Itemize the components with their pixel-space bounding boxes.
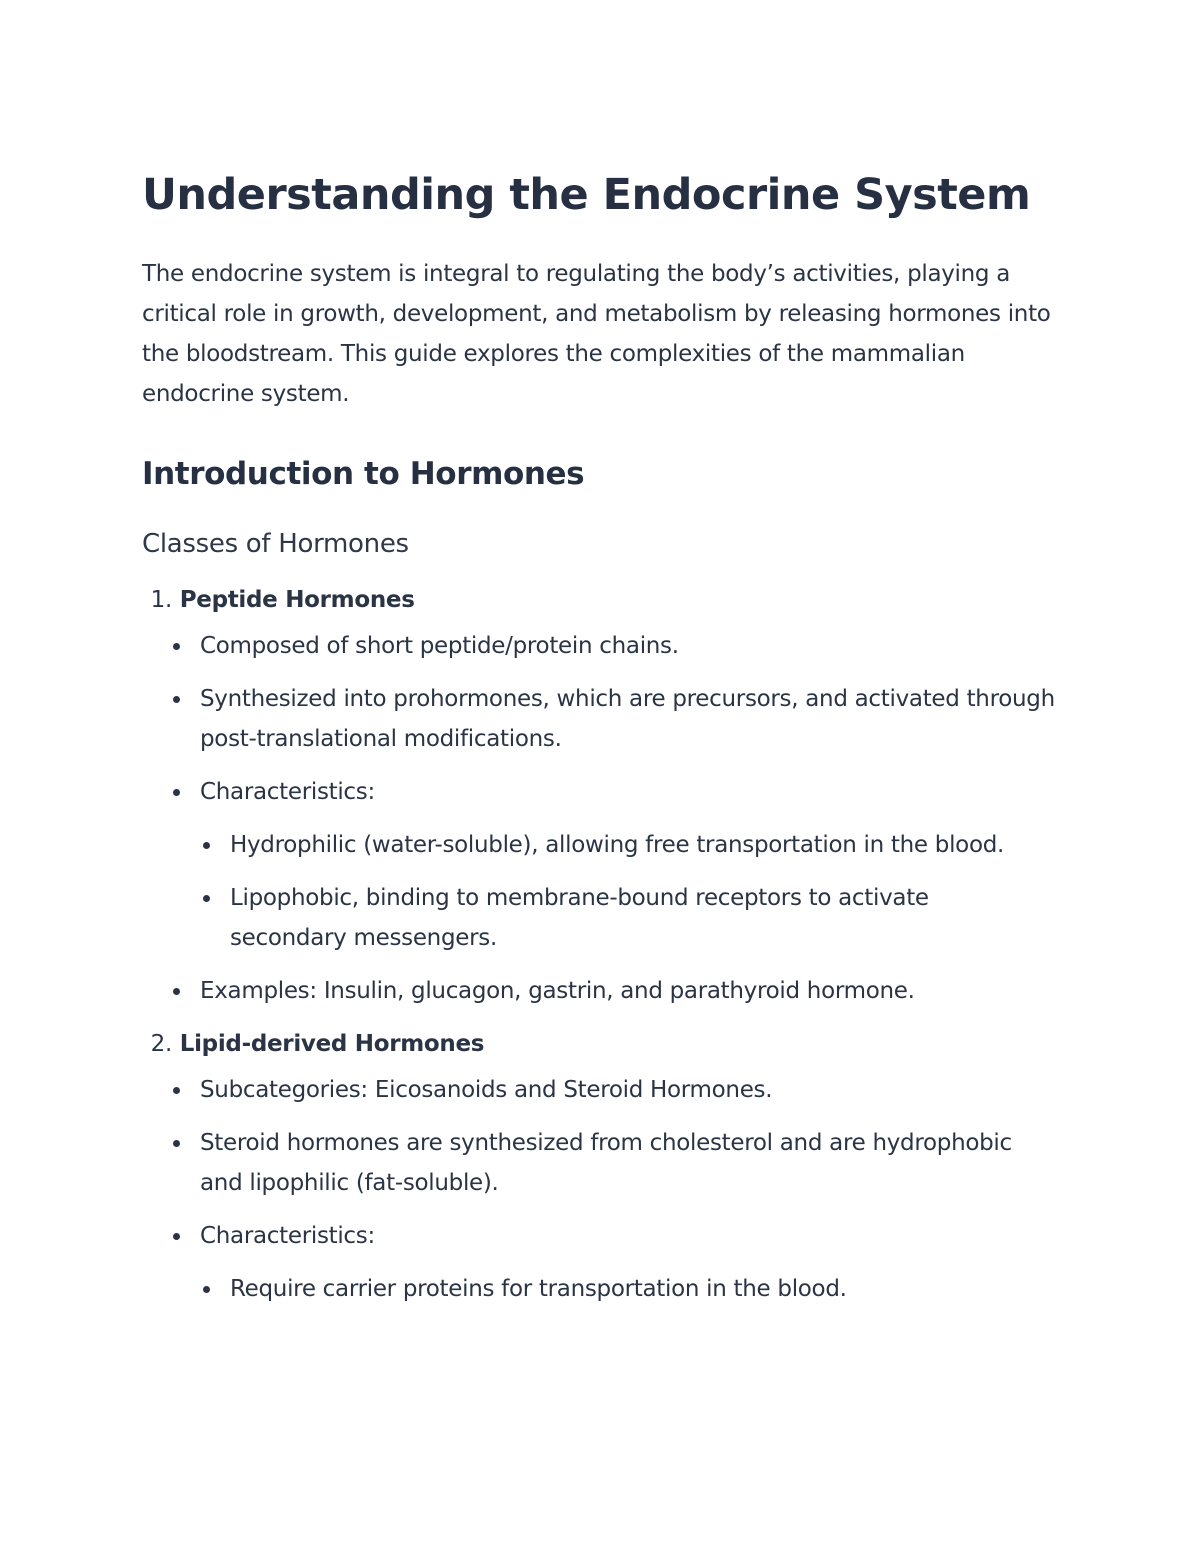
sub-list-item — [200, 825, 1030, 865]
class-bullets — [142, 1070, 1062, 1309]
list-item-text: Steroid hormones are synthesized from cholesterol and are hydrophobic and lipophilic (fat-soluble). — [200, 1130, 1012, 1196]
bullet-icon — [203, 1286, 210, 1293]
list-item-text: Composed of short peptide/protein chains. — [200, 633, 679, 659]
list-item-text: Lipophobic, binding to membrane-bound receptors to activate secondary messengers. — [230, 885, 929, 951]
bullet-icon — [173, 696, 180, 703]
list-item — [142, 971, 1060, 1011]
list-item-text: Require carrier proteins for transportation in the blood. — [230, 1276, 847, 1302]
class-item-peptide — [142, 580, 1062, 620]
bullet-icon — [173, 1140, 180, 1147]
class-item-lipid — [142, 1024, 1062, 1064]
bullet-icon — [173, 1233, 180, 1240]
characteristics-list — [200, 1269, 1060, 1309]
page-title: Understanding the Endocrine System — [142, 170, 1031, 220]
list-item — [142, 679, 1060, 759]
characteristics-list — [200, 825, 1060, 958]
list-item — [142, 772, 1060, 958]
class-name: Lipid-derived Hormones — [179, 1031, 485, 1057]
sub-list-item — [200, 1269, 1030, 1309]
list-item-text: Subcategories: Eicosanoids and Steroid Hormones. — [200, 1077, 773, 1103]
list-item-text: Examples: Insulin, glucagon, gastrin, and parathyroid hormone. — [200, 978, 915, 1004]
sub-list-item — [200, 878, 1030, 958]
list-item — [142, 626, 1060, 666]
list-item-text: Characteristics: — [200, 1223, 375, 1249]
list-item-text: Hydrophilic (water-soluble), allowing free transportation in the blood. — [230, 832, 1005, 858]
class-name: Peptide Hormones — [179, 587, 415, 613]
bullet-icon — [173, 988, 180, 995]
intro-paragraph: The endocrine system is integral to regulating the body’s activities, playing a critical role in growth, development, and metabolism by releasing hormones into the bloodstream. This guide explores the complexities of the mammalian endocrine system. — [142, 261, 1051, 407]
bullet-icon — [203, 842, 210, 849]
list-number: 2. — [150, 1031, 172, 1057]
list-item — [142, 1070, 1060, 1110]
bullet-icon — [173, 643, 180, 650]
list-number: 1. — [150, 587, 172, 613]
list-item-text: Synthesized into prohormones, which are precursors, and activated through post-translational modifications. — [200, 686, 1055, 752]
subsection-heading: Classes of Hormones — [142, 529, 409, 559]
bullet-icon — [173, 1087, 180, 1094]
document-page — [142, 168, 1062, 1322]
section-heading: Introduction to Hormones — [142, 456, 585, 492]
bullet-icon — [173, 789, 180, 796]
list-item — [142, 1123, 1060, 1203]
list-item-text: Characteristics: — [200, 779, 375, 805]
list-item — [142, 1216, 1060, 1309]
bullet-icon — [203, 895, 210, 902]
class-bullets — [142, 626, 1062, 1011]
